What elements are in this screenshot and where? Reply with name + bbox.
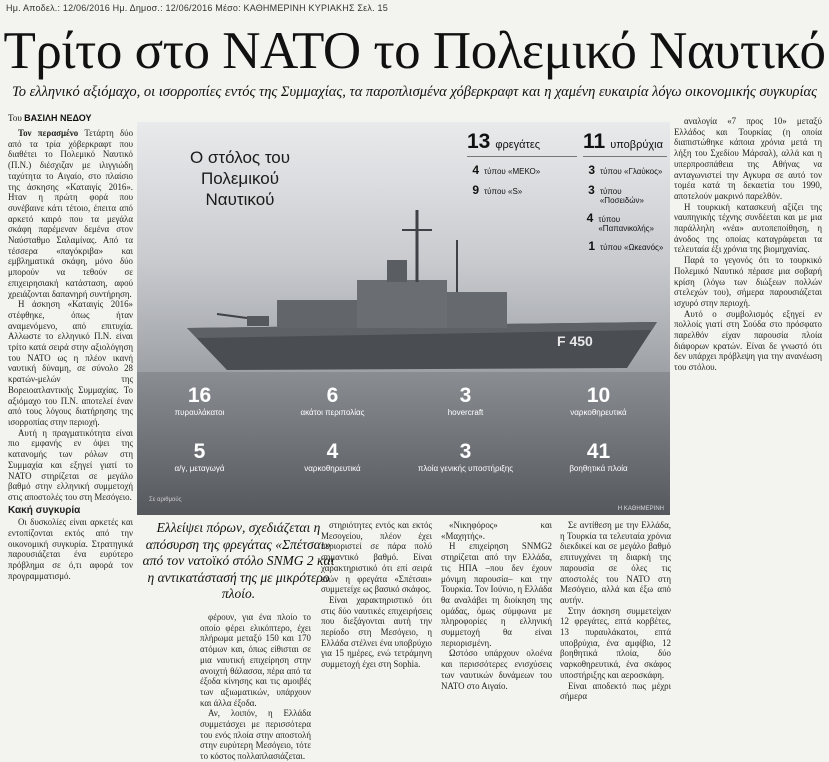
paragraph: Τετάρτη δύο από τα τρία χόβερκραφτ που διαθέτει το Πολεμικό Ναυτικό (Π.Ν.) διέσχιζαν με ιλιγγιώδη ταχύτητα το Αιγαίο, στο πλαίσιο της άσκησης «Καταιγίς 2016». Ηταν η πρώτη φορά που συνέβαινε κάτι τέτοιο, έπειτα από αρκετό καιρό που τα μεγάλα σκάφη παρέμεναν δεμένα στον Ναύσταθμο Σαλαμίνας. Από τα τέσσερα «παγόκριβα» και εμβληματικά σκάφη, μόνο δύο μπορούν να τεθούν σε επιχειρησιακή κατάσταση, αφού χρειάζονται δαπανηρή συντήρηση. xyxy=(8,128,134,299)
stat-item: 41 βοηθητικά πλοία xyxy=(569,440,628,473)
frigates-count: 13 xyxy=(467,130,491,153)
paragraph: στηριότητες εντός και εκτός Μεσογείου, πλέον έχει περιοριστεί σε πάρα πολύ σημαντικό βαθμό. Είναι χαρακτηριστικό ότι επί σειρά ετών η φρεγάτα «Σπέτσαι» συμμετείχε ως βασικό σκάφος. xyxy=(321,520,432,595)
paragraph: Η τουρκική κατασκευή αξίζει της ναυπηγικής τέχνης συνδέεται και με μια παράλληλη «νέα» αυτοπεποίθηση, η άνοδος της οποίας καταγράφεται τα τελευταία έξι χρόνια της βιομηχανίας. xyxy=(674,201,822,255)
submarine-type-row: 3 τύπου «Γλαύκος» xyxy=(588,163,663,177)
paragraph: Αυτό ο συμβολισμός εξηγεί εν πολλοίς γιατί στη Σούδα στο πρόσφατο παρελθόν είχαν παρουσία πλοία διάφορων κρατών. Είναι δε γνωστό ότι δεν υπάρχει πρόβλεψη για την ανανέωση του στόλου. xyxy=(674,308,822,373)
paragraph: Ωστόσο υπάρχουν ολοένα και περισσότερες ενισχύσεις των ναυτικών δυνάμεων του ΝΑΤΟ στο Αιγαίο. xyxy=(441,648,552,691)
submarine-type-row: 3 τύπου «Ποσειδών» xyxy=(588,183,644,205)
hull-number: F 450 xyxy=(557,333,593,349)
frigate-type-row: 9 τύπου «S» xyxy=(472,183,523,197)
submarines-panel xyxy=(583,130,667,253)
section-subhead: Κακή συγκυρία xyxy=(8,504,81,516)
column-a xyxy=(200,612,311,762)
paragraph: Παρά το γεγονός ότι το τουρκικό Πολεμικό Ναυτικό πέρασε μια σοβαρή κρίση (λόγω των διώξεων πολλών στελεχών του), σήμερα παρουσιάζεται ισχυρό στην περιοχή. xyxy=(674,255,822,308)
paragraph: Η άσκηση «Καταιγίς 2016» στέφθηκε, όπως ήταν αναμενόμενο, από επιτυχία. Αλλωστε το ελληνικό Π.Ν. είναι τρίτο κατά σειρά στην αξιολόγηση του ΝΑΤΟ ως η πλέον ικανή ναυτική δύναμη, σε σύνολο 28 κρατών-μελών της Βορειοατλαντικής Συμμαχίας. Το αξιόμαχο του Π.Ν. αποτελεί έναν από τους λόγους διατήρησης της ισορροπίας στην περιοχή. xyxy=(8,299,133,427)
byline-author: ΒΑΣΙΛΗ ΝΕΔΟΥ xyxy=(24,113,92,123)
infographic-caption: Σε αριθμούς xyxy=(149,497,182,503)
clipping-meta: Ημ. Αποδελ.: 12/06/2016 Ημ. Δημοσ.: 12/06/2016 Μέσο: ΚΑΘΗΜΕΡΙΝΗ ΚΥΡΙΑΚΗΣ Σελ. 15 xyxy=(6,3,388,13)
paragraph: Οι δυσκολίες είναι αρκετές και εντοπίζονται εκτός από την οικονομική συγκυρία. Στρατηγικά παρουσιάζεται ένα ευρύτερο πρόβλημα σε ό,τι αφορά τον προγραμματισμό. xyxy=(8,517,133,581)
paragraph: φέρουν, για ένα πλοίο το οποίο φέρει ελικόπτερο, έχει πλήρωμα μεταξύ 150 και 170 ατόμων και, όπως είθισται σε μια ναυτική επιχείρηση στην ανοιχτή θάλασσα, πέρα από τα έξοδα κίνησης και τις αμοιβές των αξιωματικών, υπάρχουν και άλλα έξοδα. xyxy=(200,612,311,708)
stat-item: 6 ακάτοι περιπολίας xyxy=(300,384,365,417)
infographic-title: Ο στόλος του Πολεμικού Ναυτικού xyxy=(189,148,291,209)
stat-item: 4 ναρκοθηρευτικά xyxy=(304,440,361,473)
infographic-credit: Η ΚΑΘΗΜΕΡΙΝΗ xyxy=(617,506,664,512)
submarines-count: 11 xyxy=(583,130,606,153)
paragraph: Σε αντίθεση με την Ελλάδα, η Τουρκία τα τελευταία χρόνια διεκδικεί και σε μεγάλο βαθμό επιτυγχάνει τη διαρκή της παρουσία σε όλες τις αποστολές του ΝΑΤΟ στη Μεσόγειο, αλλά και έξω από αυτήν. xyxy=(560,520,671,605)
stat-item: 3 hovercraft xyxy=(447,384,484,417)
stat-item: 16 πυραυλάκατοι xyxy=(174,384,225,417)
vessel-stats xyxy=(137,372,670,515)
frigates-label: φρεγάτες xyxy=(495,139,541,151)
submarines-label: υποβρύχια xyxy=(610,139,663,151)
paragraph: Είναι χαρακτηριστικό ότι στις δύο ναυτικές επιχειρήσεις που διεξάγονται αυτή την περίοδο στη Μεσόγειο, η Ελλάδα στέλνει ένα υποβρύχιο για 15 ημέρες, ενώ τετράμηνη συμμετοχή έχει στη Sophia. xyxy=(321,594,432,670)
submarine-type-row: 1 τύπου «Ωκεανός» xyxy=(588,239,664,253)
fleet-infographic xyxy=(137,122,670,515)
stat-item: 10 ναρκοθηρευτικά xyxy=(570,384,627,417)
column-b xyxy=(321,520,432,710)
stat-item: 3 πλοία γενικής υποστήριξης xyxy=(417,440,514,473)
subhead: Το ελληνικό αξιόμαχο, οι ισορροπίες εντός της Συμμαχίας, τα παροπλισμένα χόβερκραφτ και η χαμένη ευκαιρία λόγω οικονομικής συγκυρίας xyxy=(11,84,818,100)
lead-in: Τον περασμένο xyxy=(18,128,79,138)
paragraph: Αυτή η πραγματικότητα είναι πιο εμφανής εν όψει της κατανομής των ρόλων στη Συμμαχία και εξηγεί γιατί το ΝΑΤΟ στηρίζεται σε μεγάλο βαθμό στην ελληνική συμμετοχή στις αποστολές του στη Μεσόγειο. xyxy=(8,427,133,502)
paragraph: Αν, λοιπόν, η Ελλάδα συμμετάσχει με περισσότερα του ενός πλοία στην αποστολή στην ευρύτερη Μεσόγειο, τότε το κόστος πολλαπλασιάζεται. xyxy=(200,708,311,762)
column-right xyxy=(674,116,822,710)
paragraph: Στην άσκηση συμμετείχαν 12 φρεγάτες, επτά κορβέτες, 13 πυραυλάκατοι, επτά υποβρύχια, ένα αμφίβιο, 12 βοηθητικά πλοία, δύο ναρκοθηρευτικά, ένα σκάφος υποστήριξης και αεροσκάφη. xyxy=(560,605,671,680)
column-d xyxy=(560,520,671,710)
stat-item: 5 α/γ, μεταγωγά xyxy=(174,440,225,473)
frigates-panel xyxy=(467,130,577,197)
column-left xyxy=(8,128,133,710)
paragraph: «Νικηφόρος» και «Μαχητής». xyxy=(441,520,552,541)
paragraph: Η επιχείρηση SNMG2 στηρίζεται από την Ελλάδα, τις ΗΠΑ –που δεν έχουν μόνιμη παρουσία– και την Τουρκία. Τον Ιούνιο, η Ελλάδα θα αναλάβει τη διοίκηση της ομάδας, όμως σύμφωνα με πληροφορίες η ελληνική συμμετοχή θα είναι περιορισμένη. xyxy=(441,541,552,648)
byline-prefix: Του xyxy=(8,113,22,123)
submarine-type-row: 4 τύπου «Παπανικολής» xyxy=(586,211,654,233)
headline: Τρίτο στο ΝΑΤΟ το Πολεμικό Ναυτικό xyxy=(3,22,826,80)
paragraph: αναλογία «7 προς 10» μεταξύ Ελλάδος και Τουρκίας (η οποία διαπιστώθηκε κάποια χρόνια μετά τη λήξη του Σχεδίου Μάρσαλ), αλλά και η υπερπροσπάθεια της Αθήνας να ανταγωνιστεί την Αγκυρα σε αυτό τον τομέα κατά τη δεκαετία του 1990, αποτελούν μακρινό παρελθόν. xyxy=(674,116,822,201)
column-c xyxy=(441,520,552,710)
pull-quote: Ελλείψει πόρων, σχεδιάζεται η απόσυρση της φρεγάτας «Σπέτσαι» από τον νατοϊκό στόλο SNMG 2 και η αντικατάστασή της με μικρότερο πλοίο. xyxy=(142,520,335,601)
paragraph: Είναι αποδεκτό πως μέχρι σήμερα xyxy=(560,680,671,702)
byline xyxy=(8,113,91,123)
frigate-type-row: 4 τύπου «ΜΕΚΟ» xyxy=(472,163,541,177)
